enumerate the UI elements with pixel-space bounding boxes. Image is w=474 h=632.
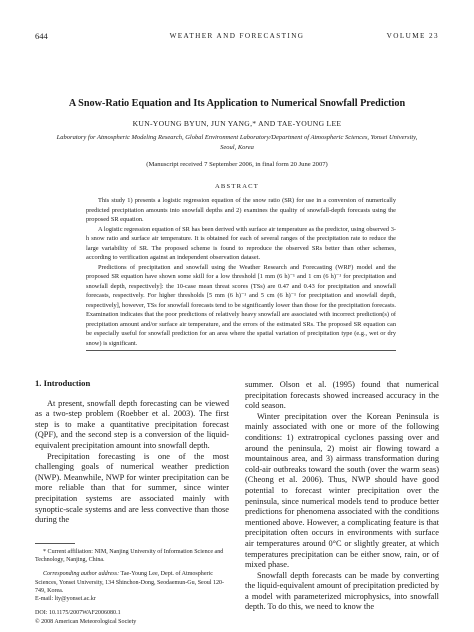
abstract-paragraph: Predictions of precipitation and snowfall using the Weather Research and Forecasting (WRF) model and the proposed SR equation have shown some skill for a low threshold [1 mm (6 h)⁻¹ and 1 cm (6 h)⁻¹ for precipitation and snowfall depth, respectively]: the 10-case mean threat scores (TSs) are 0.47 and 0.43 for precipitation and snowfall forecasts, respectively. For higher thresholds [5 mm (6 h)⁻¹ and 5 cm (6 h)⁻¹ for precipitation and snowfall depth, respectively], however, TSs for snowfall forecasts tend to be significantly lower than those for the precipitation forecasts. Examination indicates that the poor predictions of relatively heavy snowfall are associated with incorrect prediction(s) of precipitation amount and/or surface air temperature, and the errors of the estimated SRs. The proposed SR equation can be especially useful for snowfall prediction for an area where the spatial variation of precipitation type (e.g., wet or dry snow) is significant. [86, 263, 396, 347]
page-number: 644 [35, 31, 48, 41]
journal-name: WEATHER AND FORECASTING [169, 32, 305, 40]
received-dates: (Manuscript received 7 September 2006, in final form 20 June 2007) [146, 161, 328, 168]
current-affiliation-note: * Current affiliation: NIM, Nanjing University of Information Science and Technology, Nanjing, China. [35, 549, 224, 564]
body-paragraph: At present, snowfall depth forecasting can be viewed as a two-step problem (Roebber et al. 2003). The first step is to make a quantitative precipitation forecast (QPF), and the second step is a conversion of the liquid-equivalent precipitation amount into snowfall depth. [35, 398, 229, 450]
footnotes [35, 548, 231, 627]
paper-title: A Snow-Ratio Equation and Its Application to Numerical Snowfall Prediction [68, 98, 406, 109]
footnote-divider [35, 543, 75, 544]
author-list: KUN-YOUNG BYUN, JUN YANG,* AND TAE-YOUNG LEE [132, 119, 342, 128]
body-paragraph: Precipitation forecasting is one of the most challenging goals of numerical weather prediction (NWP). Meanwhile, NWP for winter precipitation can be more reliable than that for summer, since winter precipitation systems are associated mainly with synoptic-scale systems and are less convective than those during the [35, 451, 229, 525]
author-email: E-mail: lty@yonsei.ac.kr [35, 596, 96, 603]
abstract-divider [86, 350, 396, 351]
copyright: © 2008 American Meteorological Society [35, 619, 137, 626]
abstract-paragraph: This study 1) presents a logistic regression equation of the snow ratio (SR) for use in a conversion of numerically predicted precipitation amounts into snowfall depths and 2) examines the quality of snowfall-depth forecasts using the proposed SR equation. [86, 197, 396, 223]
affiliation: Laboratory for Atmospheric Modeling Research, Global Environment Laboratory/Department of Atmospheric Sciences, Yonsei University, Seoul, Korea [56, 134, 418, 151]
abstract-body [86, 196, 396, 348]
corresponding-author-note [35, 570, 231, 603]
corresponding-address: Tae-Young Lee, Dept. of Atmospheric Sciences, Yonsei University, 134 Shinchon-Dong, Seodaemun-Gu, Seoul 120-749, Korea. [35, 571, 225, 594]
abstract-heading: ABSTRACT [214, 183, 260, 190]
body-paragraph: Winter precipitation over the Korean Peninsula is mainly associated with one or more of the following conditions: 1) extratropical cyclones passing over and around the peninsula, 2) moist air flowing toward a mountainous area, and 3) airmass transformation during cold-air outbreaks toward the south (over the warm seas) (Cheong et al. 2006). Thus, NWP should have good potential to forecast winter precipitation over the peninsula, since numerical models tend to produce better predictions for phenomena associated with the conditions mentioned above. However, a complicating feature is that precipitation often occurs in environments with surface air temperatures around 0°C or slightly greater, at which temperatures precipitation can be either snow, rain, or of mixed phase. [245, 411, 439, 570]
body-paragraph: Snowfall depth forecasts can be made by converting the liquid-equivalent amount of precipitation predicted by a model with parameterized microphysics, into snowfall depth. To do this, we need to know the [245, 570, 439, 612]
right-column [245, 380, 439, 613]
doi: DOI: 10.1175/2007WAF2006080.1 [35, 610, 121, 617]
section-heading: 1. Introduction [35, 378, 91, 388]
volume-label: VOLUME 23 [386, 32, 439, 40]
corresponding-label: Corresponding author address: [43, 571, 120, 578]
left-column [35, 378, 229, 526]
abstract-paragraph: A logistic regression equation of SR has been derived with surface air temperature as the predictor, using observed 3-h snow ratio and surface air temperature. It is obtained for each of several ranges of the precipitation rate to reduce the large variability of SR. The proposed scheme is found to reproduce the observed SRs better than other schemes, according to verification against an independent observation dataset. [86, 225, 396, 261]
body-paragraph: summer. Olson et al. (1995) found that numerical precipitation forecasts showed increased accuracy in the cold season. [245, 380, 439, 411]
